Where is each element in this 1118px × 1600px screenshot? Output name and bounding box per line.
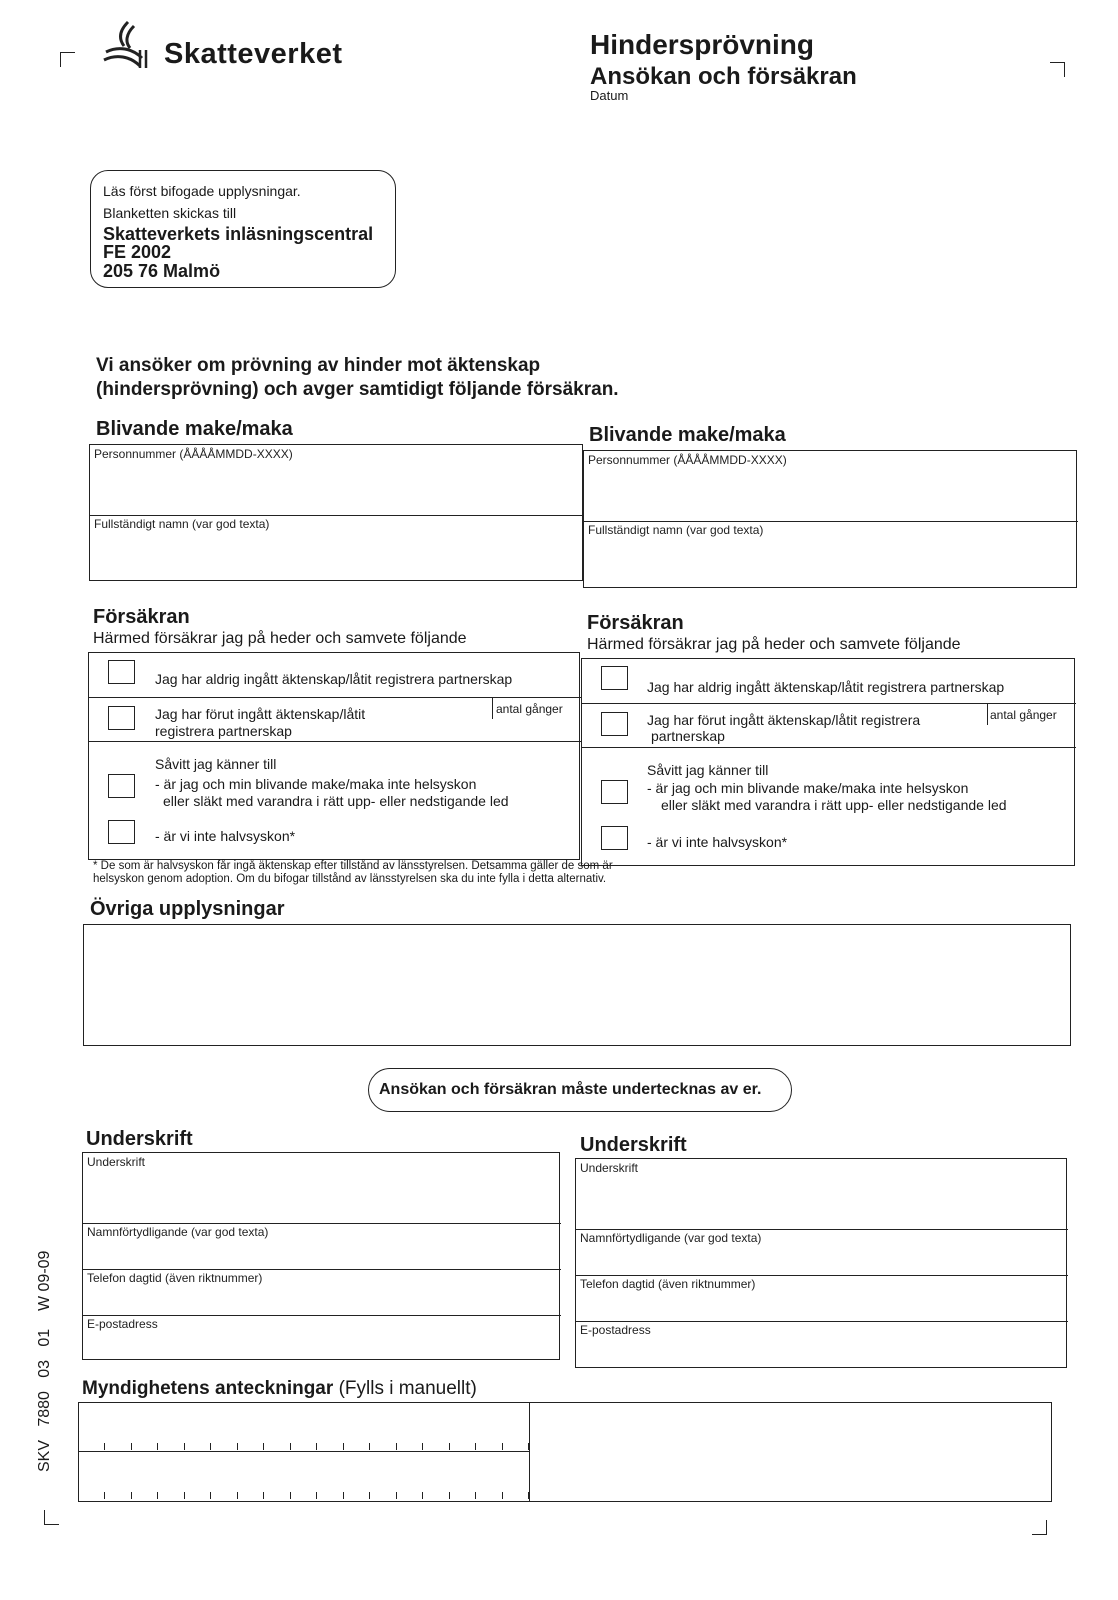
fullname-field-right[interactable] <box>584 538 1076 586</box>
times-field-right[interactable] <box>987 722 1073 744</box>
authority-heading <box>82 1378 477 1400</box>
name-clarification-field-left[interactable] <box>83 1240 559 1268</box>
date-label: Datum <box>590 88 629 103</box>
phone-label-left: Telefon dagtid (även riktnummer) <box>87 1271 263 1285</box>
checkbox-not-siblings-right[interactable] <box>601 780 628 804</box>
divider <box>83 1223 561 1224</box>
tick-mark <box>131 1492 132 1499</box>
other-info-heading: Övriga upplysningar <box>90 898 285 920</box>
not-siblings-text-right-1: - är jag och min blivande make/maka inte helsyskon <box>647 780 969 796</box>
footnote <box>93 860 613 886</box>
divider <box>576 1229 1068 1230</box>
name-clarification-label-right: Namnförtydligande (var god texta) <box>580 1231 762 1245</box>
email-field-left[interactable] <box>83 1332 559 1359</box>
authority-field-left[interactable] <box>80 1404 526 1448</box>
email-field-right[interactable] <box>576 1338 1066 1366</box>
assurance-subheading-right: Härmed försäkrar jag på heder och samvete följande <box>587 636 961 653</box>
tick-mark <box>157 1492 158 1499</box>
checkbox-not-half-siblings-left[interactable] <box>108 820 135 844</box>
as-far-as-known-left: Såvitt jag känner till <box>155 756 277 772</box>
tick-mark <box>104 1492 105 1499</box>
phone-label-right: Telefon dagtid (även riktnummer) <box>580 1277 756 1291</box>
tick-mark <box>528 1492 529 1499</box>
form-code: SKV 7880 03 01 W 09-09 <box>36 1250 53 1472</box>
signature-heading-right: Underskrift <box>580 1134 687 1156</box>
fullname-label-left: Fullständigt namn (var god texta) <box>94 517 270 531</box>
times-label-right: antal gånger <box>990 708 1057 722</box>
divider <box>83 1315 561 1316</box>
name-clarification-field-right[interactable] <box>576 1246 1066 1274</box>
tick-mark <box>263 1492 264 1499</box>
address-box <box>90 170 396 288</box>
times-field-left[interactable] <box>493 716 579 738</box>
intro-text <box>96 354 619 402</box>
personnummer-field-left[interactable] <box>90 462 582 512</box>
tick-mark <box>290 1492 291 1499</box>
skatteverket-logo-icon <box>98 20 156 72</box>
checkbox-never-married-right[interactable] <box>601 666 628 690</box>
other-info-field[interactable] <box>83 924 1071 1046</box>
tick-mark <box>502 1492 503 1499</box>
divider <box>576 1275 1068 1276</box>
tick-mark <box>449 1492 450 1499</box>
address-send-to: Blanketten skickas till <box>103 205 237 221</box>
checkbox-previously-married-right[interactable] <box>601 712 628 736</box>
personnummer-label-right: Personnummer (ÅÅÅÅMMDD-XXXX) <box>588 453 787 467</box>
checkbox-not-siblings-left[interactable] <box>108 774 135 798</box>
checkbox-never-married-left[interactable] <box>108 660 135 684</box>
not-siblings-text-left-1: - är jag och min blivande make/maka inte helsyskon <box>155 776 477 792</box>
email-label-right: E-postadress <box>580 1323 651 1337</box>
checkbox-not-half-siblings-right[interactable] <box>601 826 628 850</box>
address-instruction: Läs först bifogade upplysningar. <box>103 183 301 199</box>
divider <box>584 521 1078 522</box>
tick-mark <box>343 1492 344 1499</box>
personnummer-label-left: Personnummer (ÅÅÅÅMMDD-XXXX) <box>94 447 293 461</box>
tick-mark <box>369 1492 370 1499</box>
intro-line-1: Vi ansöker om prövning av hinder mot äktenskap <box>96 355 541 376</box>
spouse-heading-right: Blivande make/maka <box>589 424 786 446</box>
sign-notice <box>368 1068 792 1112</box>
assurance-heading-right: Försäkran <box>587 612 684 634</box>
not-half-siblings-text-right: - är vi inte halvsyskon* <box>647 834 788 850</box>
authority-heading-normal: (Fylls i manuellt) <box>338 1378 477 1399</box>
times-label-left: antal gånger <box>496 702 563 716</box>
fullname-field-left[interactable] <box>90 532 582 580</box>
signature-heading-left: Underskrift <box>86 1128 193 1150</box>
footnote-line-2: helsyskon genom adoption. Om du bifogar tillstånd av länsstyrelsen ska du inte fylla i detta alternativ. <box>93 873 607 885</box>
tick-mark <box>237 1492 238 1499</box>
tick-mark <box>396 1492 397 1499</box>
tick-mark <box>184 1492 185 1499</box>
sign-notice-text: Ansökan och försäkran måste undertecknas av er. <box>379 1081 762 1098</box>
previously-married-text-left-1: Jag har förut ingått äktenskap/låtit <box>155 706 366 722</box>
logo <box>98 20 358 76</box>
not-siblings-text-left-2: eller släkt med varandra i rätt upp- eller nedstigande led <box>163 793 509 809</box>
assurance-heading-left: Försäkran <box>93 606 190 628</box>
corner-mark-top-left <box>60 52 75 67</box>
signature-label-right: Underskrift <box>580 1161 639 1175</box>
divider <box>83 1269 561 1270</box>
spouse-heading-left: Blivande make/maka <box>96 418 293 440</box>
tick-mark <box>528 1443 529 1450</box>
footnote-line-1: * De som är halvsyskon får ingå äktenskap efter tillstånd av länsstyrelsen. Detsamma gäller de som är <box>93 860 613 872</box>
divider <box>79 1451 529 1452</box>
never-married-text-right: Jag har aldrig ingått äktenskap/låtit registrera partnerskap <box>647 679 1005 695</box>
tick-mark <box>475 1492 476 1499</box>
phone-field-left[interactable] <box>83 1286 559 1314</box>
not-siblings-text-right-2: eller släkt med varandra i rätt upp- eller nedstigande led <box>661 797 1007 813</box>
tick-mark <box>210 1492 211 1499</box>
assurance-subheading-left: Härmed försäkrar jag på heder och samvete följande <box>93 630 467 647</box>
phone-field-right[interactable] <box>576 1292 1066 1320</box>
divider <box>89 697 581 698</box>
signature-field-left[interactable] <box>83 1170 559 1222</box>
tick-mark <box>316 1492 317 1499</box>
personnummer-field-right[interactable] <box>584 468 1076 518</box>
divider <box>90 515 584 516</box>
previously-married-text-right-2: partnerskap <box>651 728 725 744</box>
address-recipient: Skatteverkets inläsningscentral <box>103 224 374 244</box>
signature-field-right[interactable] <box>576 1176 1066 1228</box>
divider <box>582 747 1076 748</box>
intro-line-2: (hindersprövning) och avger samtidigt följande försäkran. <box>96 379 619 400</box>
corner-mark-bottom-left <box>44 1510 59 1525</box>
corner-mark-top-right <box>1050 62 1065 77</box>
divider <box>89 741 581 742</box>
signature-label-left: Underskrift <box>87 1155 146 1169</box>
divider <box>576 1321 1068 1322</box>
divider <box>582 703 1076 704</box>
email-label-left: E-postadress <box>87 1317 158 1331</box>
never-married-text-left: Jag har aldrig ingått äktenskap/låtit registrera partnerskap <box>155 671 513 687</box>
fullname-label-right: Fullständigt namn (var god texta) <box>588 523 764 537</box>
not-half-siblings-text-left: - är vi inte halvsyskon* <box>155 828 296 844</box>
name-clarification-label-left: Namnförtydligande (var god texta) <box>87 1225 269 1239</box>
address-postal: 205 76 Malmö <box>103 261 221 281</box>
corner-mark-bottom-right <box>1032 1520 1047 1535</box>
as-far-as-known-right: Såvitt jag känner till <box>647 762 769 778</box>
previously-married-text-right-1: Jag har förut ingått äktenskap/låtit registrera <box>647 712 921 728</box>
authority-heading-bold: Myndighetens anteckningar <box>82 1378 334 1399</box>
checkbox-previously-married-left[interactable] <box>108 706 135 730</box>
address-box-number: FE 2002 <box>103 242 172 262</box>
previously-married-text-left-2: registrera partnerskap <box>155 723 292 739</box>
tick-mark <box>422 1492 423 1499</box>
authority-field-right[interactable] <box>530 1404 1050 1500</box>
page-subtitle: Ansökan och försäkran <box>590 63 857 90</box>
logo-text: Skatteverket <box>164 38 343 70</box>
page-title: Hindersprövning <box>590 29 815 60</box>
